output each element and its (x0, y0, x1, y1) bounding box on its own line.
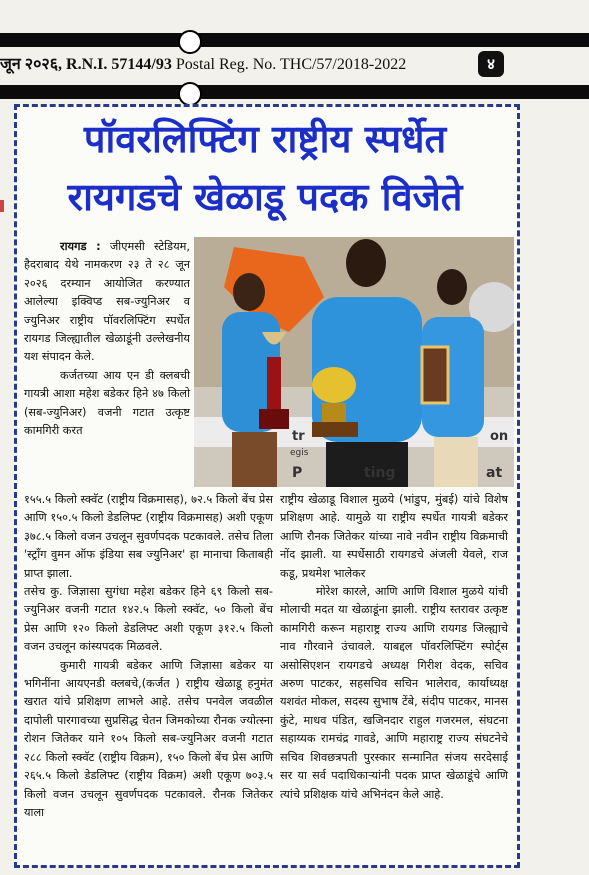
banner-text: on (490, 429, 509, 444)
page-number: ४ (478, 51, 504, 77)
medal-photo (194, 237, 514, 487)
paragraph: तसेच कु. जिज्ञासा सुगंधा महेश बडेकर हिने ६९ किलो सब-ज्युनिअर वजनी गटात १४२.५ किलो स्क्वॅट, ५० किलो बेंच प्रेस आणि १२० किलो डेडलिफ्ट अशी एकूण ३१२.५ किलो वजन उचलून कांस्यपदक मिळवले. (24, 585, 273, 654)
banner-text: ting (364, 465, 396, 481)
column-left-bottom (24, 491, 273, 822)
dateline: रायगड : (60, 240, 101, 253)
photo-illustration (194, 237, 514, 487)
masthead-postal: Postal Reg. No. THC/57/2018-2022 (175, 56, 407, 73)
masthead (0, 52, 500, 80)
left-edge-mark (0, 200, 4, 212)
headline-line1: पॉवरलिफ्टिंग राष्ट्रीय स्पर्धेत (83, 117, 447, 161)
rule-dot (178, 82, 202, 106)
masthead-date: जून २०२६, R.N.I. 57144/93 (0, 56, 172, 73)
paragraph: १५५.५ किलो स्क्वॅट (राष्ट्रीय विक्रमासह), ७२.५ किलो बेंच प्रेस आणि १५०.५ किलो डेडलिफ्ट (राष्ट्रीय विक्रमासह) अशी एकूण ३७८.५ किलो वजन उचलून सुवर्णपदक पटकावले. तसेच तिला 'स्ट्रॉंग वुमन ऑफ इंडिया सब ज्युनिअर' हा मानाचा किताबही प्राप्त झाला. (24, 493, 273, 580)
headline-line2: रायगडचे खेळाडू पदक विजेते (67, 175, 463, 219)
banner-text: P (292, 465, 303, 481)
top-rule (0, 33, 589, 47)
banner-text: tr (292, 429, 305, 444)
bottom-rule (0, 85, 589, 99)
paragraph-text: जीएमसी स्टेडियम, हैदराबाद येथे नामकरण २३ ते २८ जून २०२६ दरम्यान आयोजित करण्यात आलेल्या इक्विप्ड सब-ज्युनिअर व ज्युनिअर राष्ट्रीय पॉवरलिफ्टिंग स्पर्धेत रायगड जिल्ह्यातील खेळाडूंनी उल्लेखनीय यश संपादन केले. (24, 240, 190, 364)
banner-text: at (486, 465, 503, 481)
paragraph (24, 238, 190, 367)
paragraph: कुमारी गायत्री बडेकर आणि जिज्ञासा बडेकर या भगिनींना आयएनडी क्लबचे,(कर्जत ) राष्ट्रीय खेळाडू हनुमंत खरात यांचे प्रशिक्षण लाभले आहे. तसेच पनवेल जवळील दापोली पारगावच्या सुप्रसिद्ध चेतन जिमकोच्या रौनक ज्योत्स्ना रोशन जितेकर याने १०५ किलो सब-ज्युनिअर वजनी गटात २८८ किलो स्क्वॅट (राष्ट्रीय विक्रम), १५० किलो बेंच प्रेस आणि २६५.५ किलो डेडलिफ्ट (राष्ट्रीय विक्रम) अशी एकूण ७०३.५ किलो वजन उचलून सुवर्णपदक पटकावले. रौनक जितेकर याला (24, 658, 273, 819)
column-right-bottom (280, 491, 508, 804)
banner-text: egis (290, 448, 309, 458)
paragraph-text: कर्जतच्या आय एन डी क्लबची गायत्री आशा महेश बडेकर हिने ४७ किलो (सब-ज्युनिअर) वजनी गटात उत्कृष्ट कामगिरी करत (24, 368, 190, 438)
rule-dot (178, 30, 202, 54)
paragraph (24, 367, 190, 441)
paragraph: मोरेश कारले, आणि आणि विशाल मुळये यांची मोलाची मदत या खेळाडूंना झाली. राष्ट्रीय स्तरावर उत्कृष्ट कामगिरी करून महाराष्ट्र राज्य आणि रायगड जिल्ह्याचे नाव गौरवाने उंचावले. याबद्दल पॉवरलिफ्टिंग स्पोर्ट्स असोसिएशन रायगडचे अध्यक्ष गिरीश वेदक, सचिव अरुण पाटकर, सहसचिव सचिन भालेराव, कार्याध्यक्ष यशवंत मोकल, सदस्य सुभाष टेंबे, संदीप पाटकर, मानस कुंटे, माधव पंडित, खजिनदार राहुल गजरमल, संघटना सहाय्यक रामचंद्र गावडे, आणि महाराष्ट्र राज्य संघटनेचे सचिव शिवछत्रपती पुरस्कार सन्मानित संजय सरदेसाई सर या सर्व पदाधिकाऱ्यांनी पदक प्राप्त खेळाडूंचे आणि त्यांचे प्रशिक्षक यांचे अभिनंदन केले आहे. (280, 585, 508, 801)
paragraph: राष्ट्रीय खेळाडू विशाल मुळये (भांडुप, मुंबई) यांचे विशेष प्रशिक्षण आहे. यामुळे या राष्ट्रीय स्पर्धेत गायत्री बडेकर आणि रौनक जितेकर यांच्या नावे नवीन राष्ट्रीय विक्रमाची नोंद झाली. या स्पर्धेसाठी रायगडचे अंजली येवले, राज कडू, प्रथमेश भालेकर (280, 493, 508, 580)
column-left-top (24, 238, 190, 440)
